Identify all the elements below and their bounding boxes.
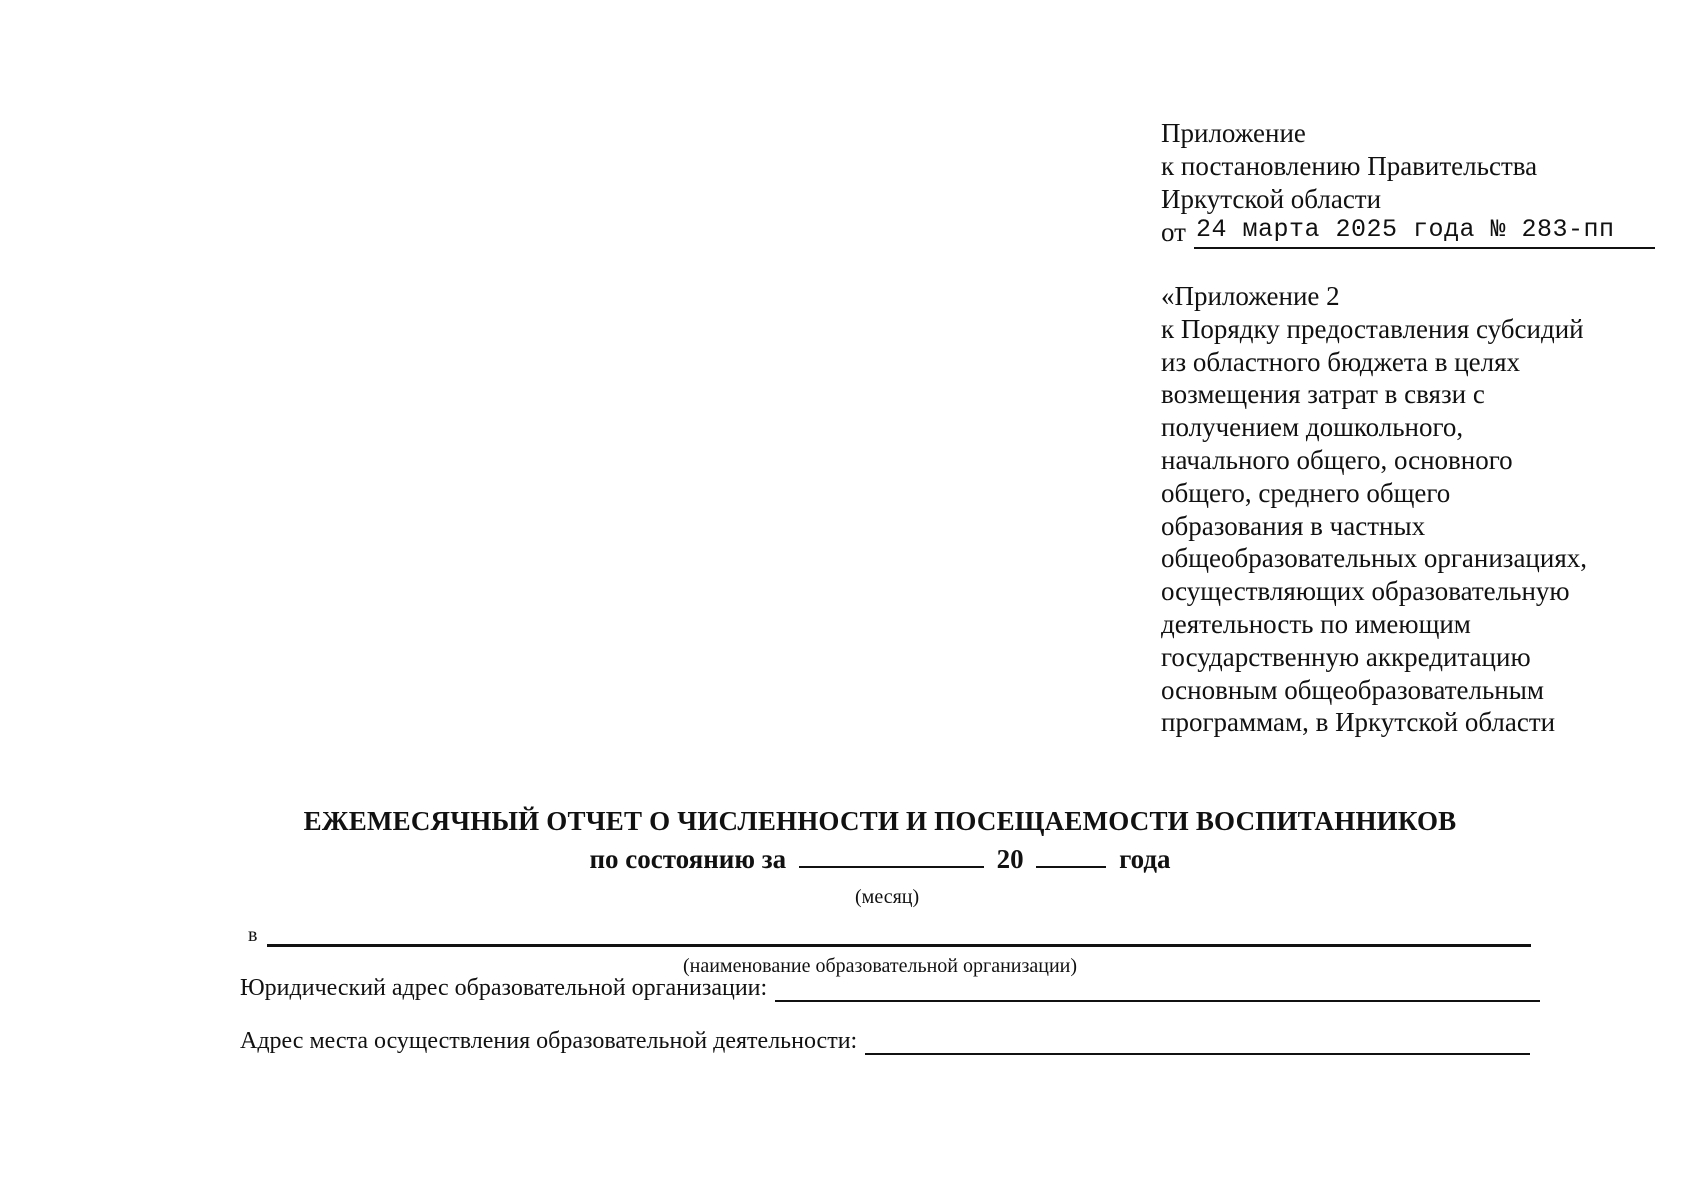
month-blank-field[interactable] <box>799 844 984 868</box>
activity-address-line <box>240 1028 1530 1055</box>
organization-name-field[interactable] <box>267 924 1531 947</box>
year-suffix: года <box>1119 844 1171 874</box>
report-title: ЕЖЕМЕСЯЧНЫЙ ОТЧЕТ О ЧИСЛЕННОСТИ И ПОСЕЩАЕМОСТИ ВОСПИТАННИКОВ <box>303 806 1457 836</box>
appendix2-line: основным общеобразовательным <box>1161 674 1544 705</box>
appendix2-line: из областного бюджета в целях <box>1161 346 1521 377</box>
appendix2-line: деятельность по имеющим <box>1161 608 1471 639</box>
appendix-date-value: 24 марта 2025 года № 283-пп <box>1194 217 1655 249</box>
organization-caption: (наименование образовательной организации) <box>682 955 1078 977</box>
period-prefix: по состоянию за <box>589 844 787 874</box>
appendix2-line: общеобразовательных организациях, <box>1161 543 1588 574</box>
appendix2-line: начального общего, основного <box>1161 444 1513 475</box>
legal-address-label: Юридический адрес образовательной организации: <box>240 975 768 1001</box>
month-caption: (месяц) <box>855 886 920 908</box>
organization-prefix: в <box>248 924 258 946</box>
appendix2-line: осуществляющих образовательную <box>1161 576 1570 607</box>
appendix2-title: «Приложение 2 <box>1161 281 1340 311</box>
year-prefix: 20 <box>996 844 1024 874</box>
report-period-line <box>0 844 1697 875</box>
appendix-region-line: Иркутской области <box>1161 184 1382 214</box>
activity-address-field[interactable] <box>865 1031 1530 1055</box>
appendix-date-line <box>1161 216 1621 249</box>
appendix-label: Приложение <box>1161 118 1306 148</box>
appendix2-block <box>1161 280 1620 739</box>
appendix2-line: государственную аккредитацию <box>1161 641 1531 672</box>
appendix-resolution-line: к постановлению Правительства <box>1161 151 1538 181</box>
appendix-date-prefix: от <box>1161 217 1186 247</box>
legal-address-field[interactable] <box>775 978 1540 1002</box>
year-blank-field[interactable] <box>1036 844 1106 868</box>
appendix2-line: общего, среднего общего <box>1161 477 1451 508</box>
legal-address-line <box>240 975 1540 1002</box>
organization-line <box>248 924 1531 947</box>
appendix-header <box>1161 117 1621 249</box>
appendix2-line: получением дошкольного, <box>1161 412 1464 443</box>
appendix2-line: программам, в Иркутской области <box>1161 707 1556 738</box>
activity-address-label: Адрес места осуществления образовательной деятельности: <box>240 1028 858 1054</box>
appendix2-line: образования в частных <box>1161 510 1426 541</box>
appendix2-line: к Порядку предоставления субсидий <box>1161 313 1584 344</box>
appendix2-line: возмещения затрат в связи с <box>1161 379 1485 410</box>
